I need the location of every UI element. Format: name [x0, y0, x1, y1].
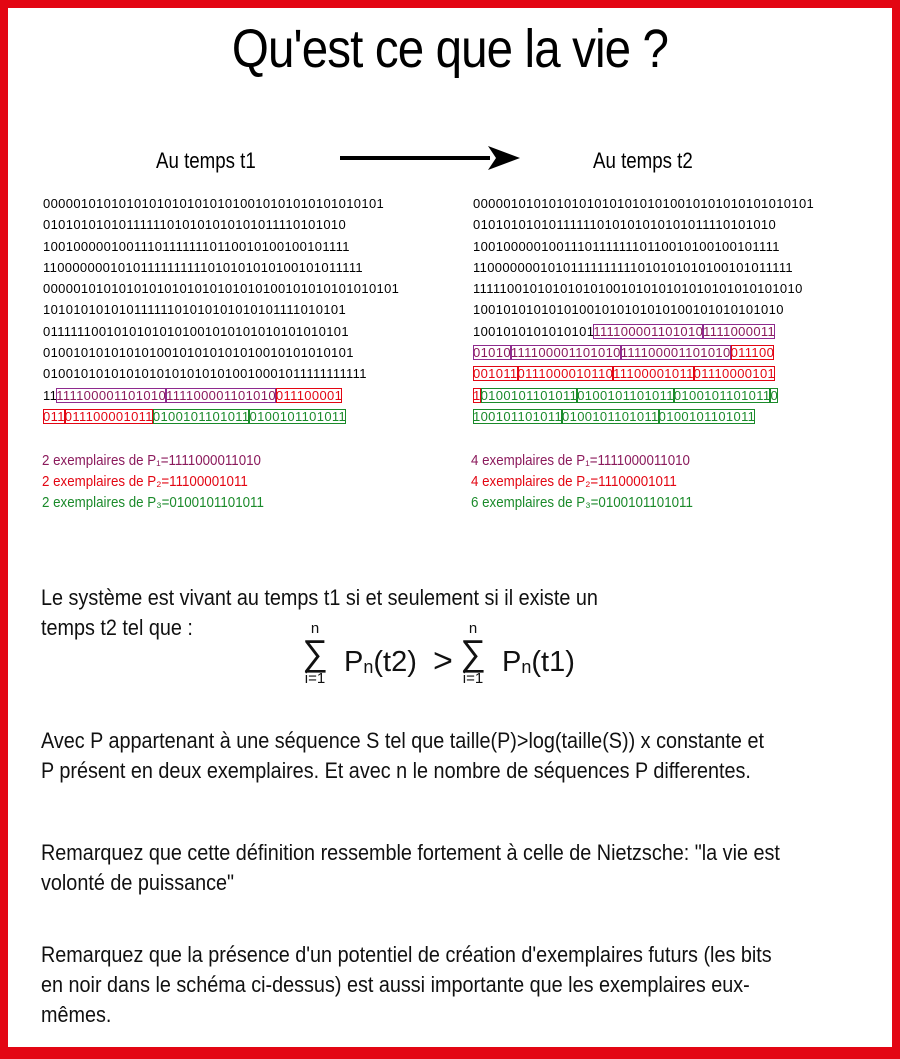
bit-row [43, 257, 399, 278]
pattern-purple: 01010 [473, 345, 511, 361]
time-label-t1: Au temps t1 [156, 148, 256, 173]
poster [8, 8, 892, 1047]
pattern-purple: 1111000011 [703, 323, 776, 339]
bit-row [473, 321, 814, 342]
bits: 000001010101010101010101010010101010101010101 [43, 196, 385, 211]
formula [298, 620, 618, 720]
bit-row [43, 385, 399, 406]
bits: 11111001010101010100101010101010101010101010 [473, 281, 803, 297]
pattern-green: 0100101101011 [658, 408, 756, 424]
bits: 01001010101010101010101010010001011111111111 [43, 366, 367, 382]
pattern-green: 0100101101011 [673, 387, 771, 403]
bit-grid-t2 [473, 193, 814, 427]
bits: 10010101010101001010101010100101010101010 [473, 302, 784, 318]
bit-row [43, 236, 399, 257]
bit-row [473, 257, 814, 278]
bit-row [473, 406, 814, 427]
bit-row [473, 193, 814, 214]
time-label-t2: Au temps t2 [593, 148, 693, 173]
pattern-green: 0 [770, 387, 779, 403]
count-line: 4 exemplaires de P₂=11100001011 [471, 474, 677, 490]
sum-left [298, 620, 332, 687]
bits: 100100000100111011111110110010100100101111 [473, 238, 780, 254]
sum-lower: i=1 [304, 670, 326, 687]
sum-upper: n [310, 620, 320, 637]
pattern-red: 011100001011 [64, 408, 153, 424]
pattern-purple: 111100001101010 [166, 387, 276, 403]
greater-than: > [433, 642, 453, 680]
bit-row [43, 342, 399, 363]
count-line: 4 exemplaires de P₁=1111000011010 [471, 453, 690, 469]
pattern-red: 011100 [730, 345, 775, 361]
bit-row [473, 214, 814, 235]
bit-row [43, 278, 399, 299]
bit-row [43, 299, 399, 320]
bits: 000001010101010101010101010010101010101010101 [473, 196, 815, 211]
bit-row [43, 321, 399, 342]
bit-row [43, 406, 399, 427]
pattern-purple: 111100001101010 [56, 387, 167, 403]
bits: 11000000010101111111111010101010100101011111 [43, 259, 364, 275]
bits: 11 [43, 387, 57, 403]
bits: 01001010101010100101010101010010101010101 [43, 345, 354, 361]
pattern-green: 0100101101011 [577, 387, 674, 403]
pattern-red: 011 [43, 408, 65, 424]
paragraph-nietzsche: Remarquez que cette définition ressemble fortement à celle de Nietzsche: "la vie est volonté de puissance" [41, 840, 780, 895]
bit-row [473, 342, 814, 363]
count-line: 2 exemplaires de P₃=0100101101011 [42, 495, 264, 511]
pattern-red: 01110000101 [693, 366, 776, 382]
count-line: 2 exemplaires de P₁=1111000011010 [42, 453, 261, 469]
pattern-purple: 111100001101010 [593, 323, 704, 339]
definition-line-1: Le système est vivant au temps t1 si et seulement si il existe un [41, 585, 598, 610]
right-arrow-icon [340, 146, 520, 170]
pattern-purple: 111100001101010 [620, 345, 731, 361]
counts-t2 [471, 451, 693, 514]
bits: 01010101010111111010101010101011110101010 [473, 217, 777, 233]
sum-right: n ∑ i=1 [460, 620, 486, 687]
bits: 01111110010101010101001010101010101010101 [43, 323, 349, 339]
bit-row [473, 299, 814, 320]
bit-row [43, 363, 399, 384]
paragraph-definition-p: Avec P appartenant à une séquence S tel que taille(P)>log(taille(S)) x constante et P présent en deux exemplaires. Et avec n le nombre de séquences P differentes. [41, 728, 764, 783]
bit-grid-t1 [43, 193, 399, 427]
bits: 01010101010111111010101010101011110101010 [43, 217, 347, 233]
bit-row [473, 278, 814, 299]
pattern-red: 011100001 [275, 387, 343, 403]
pattern-green: 0100101101011 [480, 387, 578, 403]
bits: 11000000010101111111111010101010100101011111 [473, 259, 794, 275]
pattern-green: 0100101101011 [249, 408, 347, 424]
paragraph-potential: Remarquez que la présence d'un potentiel de création d'exemplaires futurs (les bits en noir dans le schéma ci-dessus) est aussi importante que les exemplaires eux-mêmes. [41, 942, 772, 1027]
bit-row [473, 385, 814, 406]
definition-line-2: temps t2 tel que : [41, 615, 193, 640]
sigma-icon: ∑ [302, 632, 328, 673]
bit-row [473, 236, 814, 257]
pattern-green: 0100101101011 [562, 408, 659, 424]
count-line: 2 exemplaires de P₂=11100001011 [42, 474, 248, 490]
pattern-red: 11100001011 [613, 366, 694, 382]
term-right: $P_n(t1)$ [502, 646, 575, 678]
bits: 00000101010101010101010101010100101010101010101 [43, 281, 400, 297]
pattern-green: 100101101011 [473, 408, 563, 424]
pattern-red: 1 [473, 387, 481, 403]
bit-row [43, 193, 399, 214]
bits: 10101010101011111101010101010101111010101 [43, 302, 347, 318]
bit-row [43, 214, 399, 235]
bits: 1001010101010101 [473, 323, 594, 339]
bits: 100100000100111011111110110010100100101111 [43, 238, 350, 254]
page-title: Qu'est ce que la vie ? [231, 19, 669, 79]
pattern-red: 0111000010110 [517, 366, 614, 382]
bit-row [473, 363, 814, 384]
term-left: $P_n(t2)$ [344, 646, 417, 678]
count-line: 6 exemplaires de P₃=0100101101011 [471, 495, 693, 511]
counts-t1 [42, 451, 264, 514]
pattern-purple: 111100001101010 [510, 345, 621, 361]
pattern-green: 0100101101011 [152, 408, 250, 424]
pattern-red: 001011 [473, 366, 518, 382]
